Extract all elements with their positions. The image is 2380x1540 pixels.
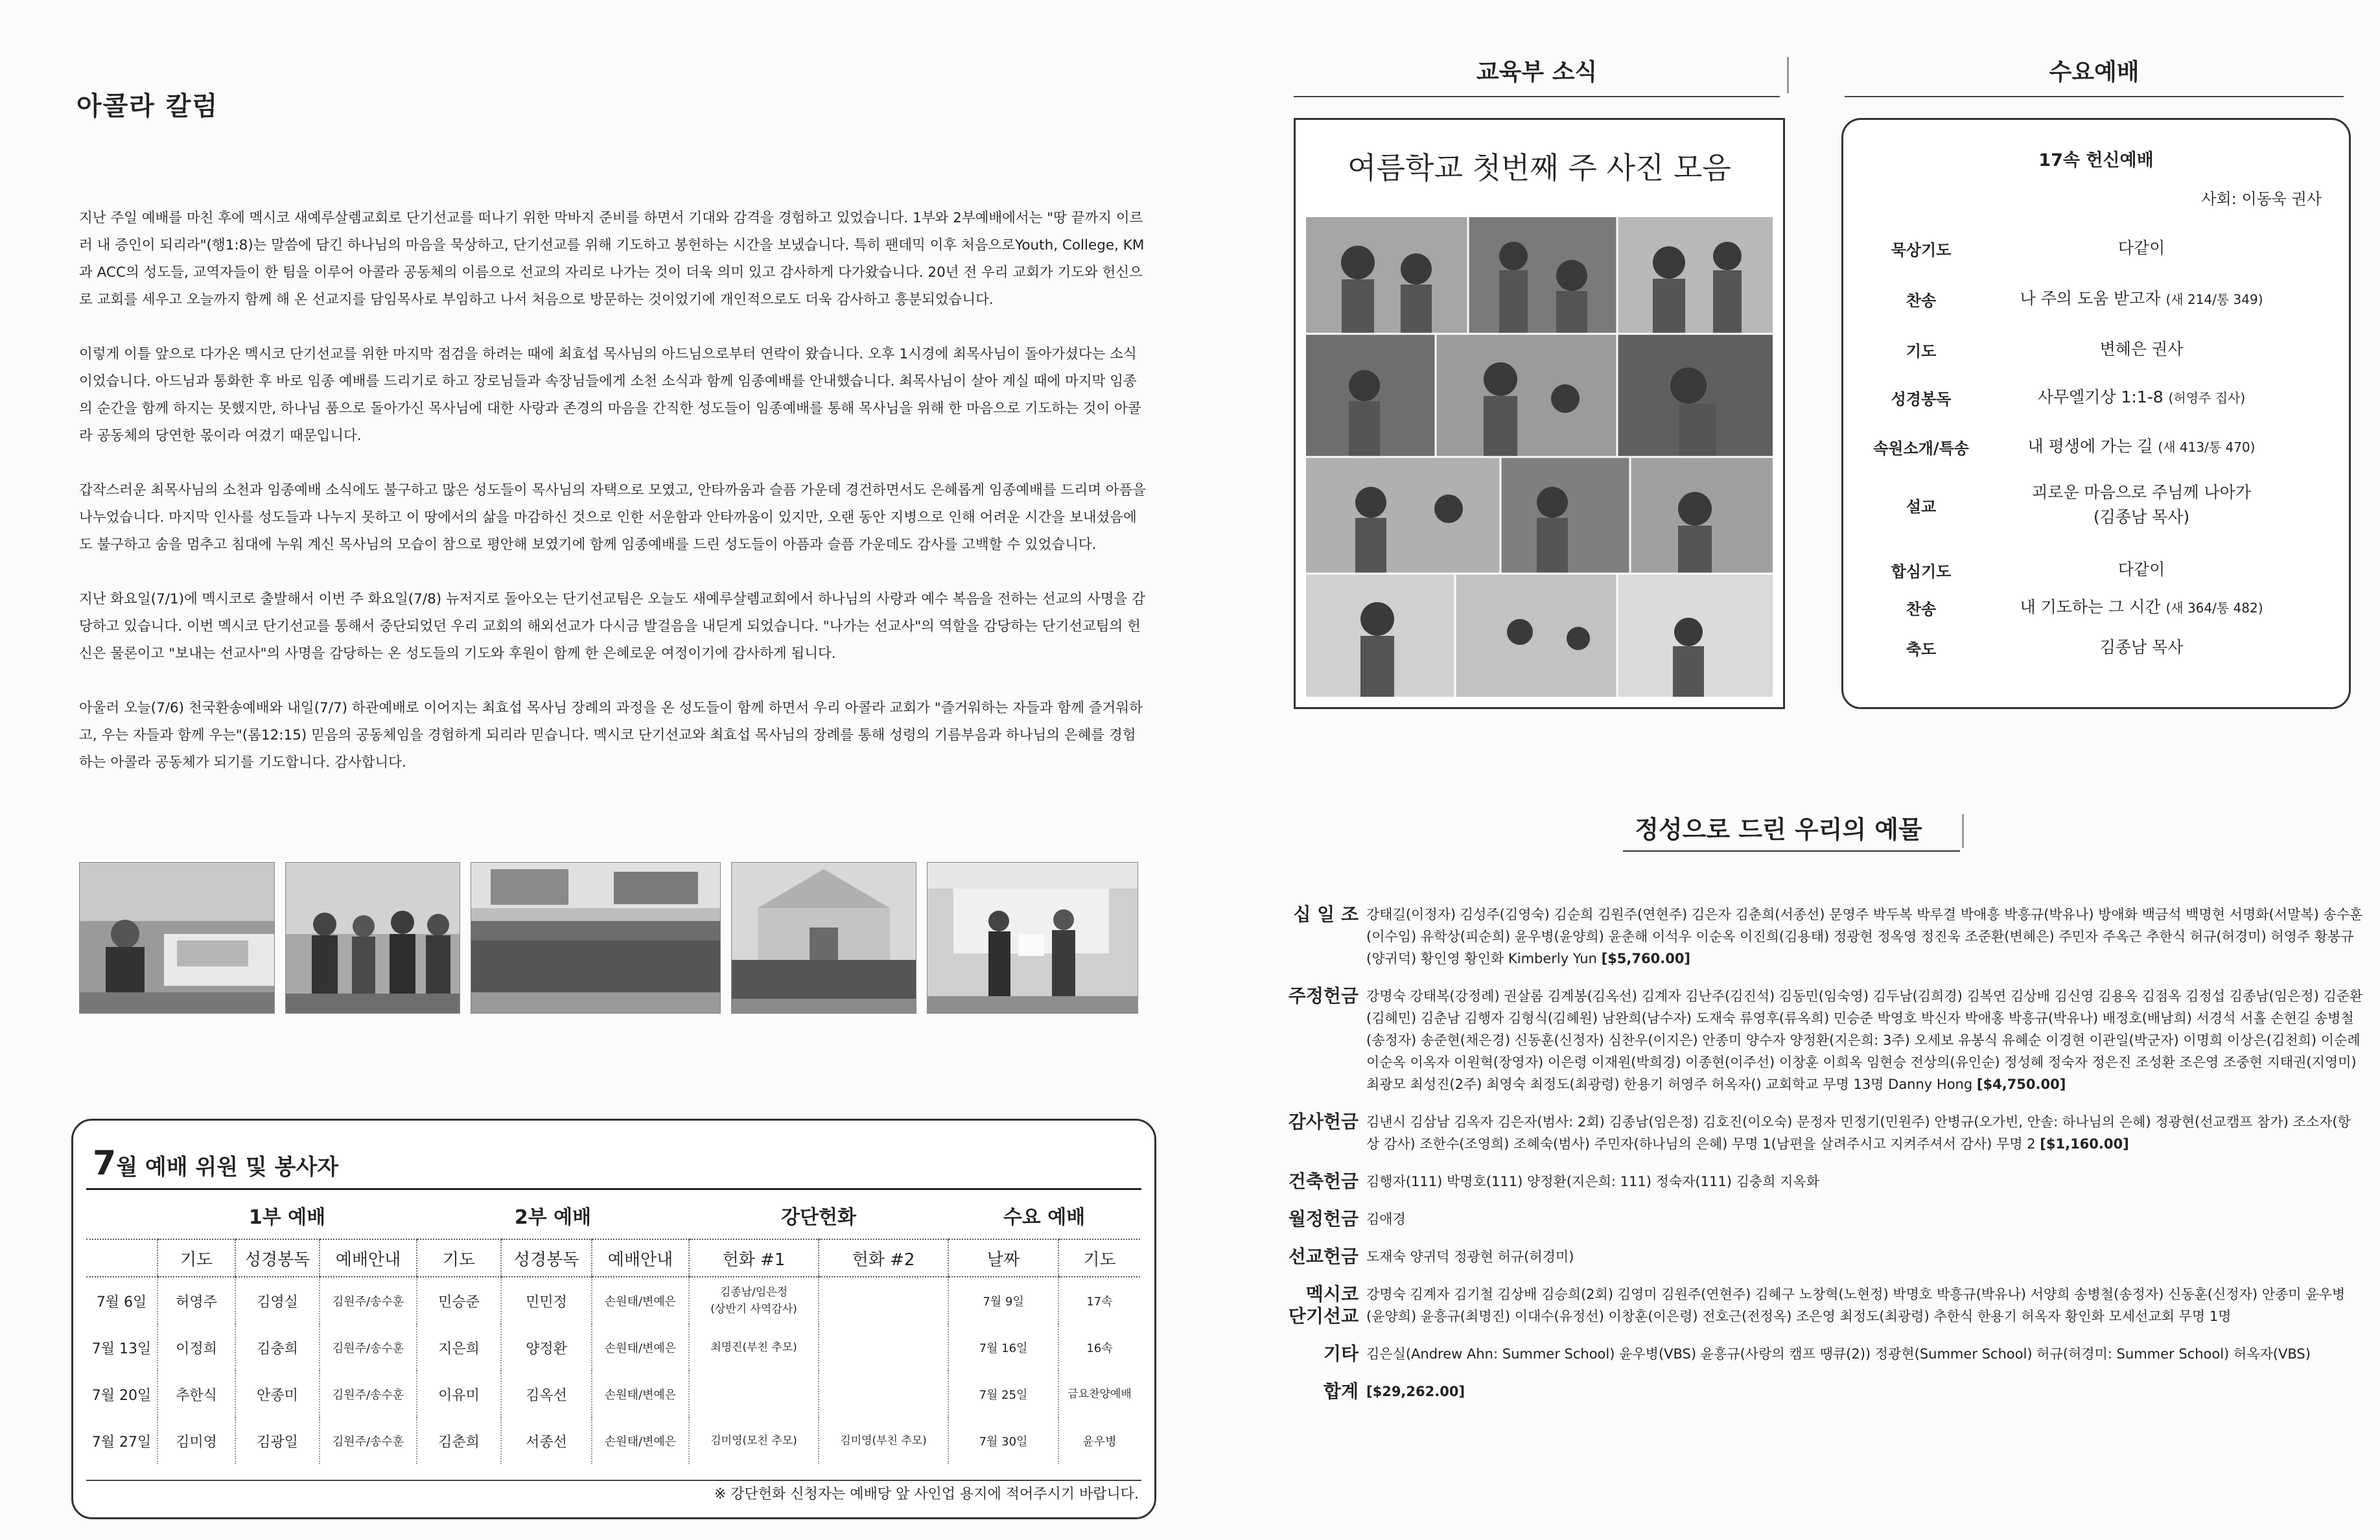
order-value (1973, 480, 2349, 530)
order-row (1843, 279, 2349, 318)
row-date: 7월 13일 (91, 1340, 152, 1357)
offering-category: 합계 (1323, 1381, 1359, 1402)
list-item (1287, 1283, 2363, 1327)
table-cell: 민승준 (417, 1277, 501, 1324)
table-cell: 16속 (1058, 1324, 1140, 1371)
offering-names (1366, 1171, 2363, 1193)
offering-category: 기타 (1323, 1343, 1359, 1364)
order-row (1843, 330, 2349, 369)
group-photo-outdoor (471, 862, 721, 1014)
order-label: 찬송 (1906, 600, 1937, 618)
mission-photo-row (79, 862, 1146, 1012)
order-value (1973, 236, 2349, 261)
header-rule (1845, 96, 2344, 97)
paragraph: 이렇게 이틀 앞으로 다가온 멕시코 단기선교를 위한 마지막 점검을 하려는 때에 최효섭 목사님의 아드님으로부터 연락이 왔습니다. 오후 1시경에 최목사님이 돌아가셨다는 소식이었습니다. 아드님과 통화한 후 바로 임종 예배를 드리기로 하고 장로님들과 속장님들에게 소천 소식과 함께 임종예배를 안내했습니다. 최목사님이 살아 계실 때에 마지막 임종의 순간을 함께 하지는 못했지만, 하나님 품으로 돌아가신 목사님에 대한 사랑과 존경의 마음을 간직한 성도들이 임종예배를 통해 목사님을 위해 한 마음으로 기도하는 것이 아콜라 공동체의 당연한 몫이라 여겼기 때문입니다. (79, 346, 1141, 444)
offering-category: 멕시코 단기선교 (1288, 1283, 1359, 1327)
table-row (86, 1371, 1140, 1418)
list-item (1287, 1381, 2363, 1403)
list-item (1287, 1343, 2363, 1365)
list-item (1287, 985, 2363, 1095)
order-value-text: 김종남 목사 (2099, 637, 2184, 657)
header-divider (1787, 57, 1789, 93)
table-cell: 7월 9일 (948, 1277, 1058, 1324)
list-item (1287, 1111, 2363, 1155)
paragraph: 지난 주일 예배를 마친 후에 멕시코 새예루살렘교회로 단기선교를 떠나기 위한 막바지 준비를 하면서 기대와 감격을 경험하고 있었습니다. 1부와 2부예배에서는 "땅 끝까지 이르러 내 증인이 되리라"(행1:8)는 말씀에 담긴 하나님의 마음을 묵상하고, 단기선교를 위해 기도하고 봉헌하는 시간을 보냈습니다. 특히 팬데믹 이후 처음으로Youth, College, KM과 ACC의 성도들, 교역자들이 한 팀을 이루어 아콜라 공동체의 이름으로 선교의 자리로 나가는 것이 더욱 의미 있고 감사하게 다가왔습니다. 20년 전 우리 교회가 기도와 헌신으로 교회를 세우고 오늘까지 함께 해 온 선교지를 담임목사로 부임하고 나서 처음으로 방문하는 것이었기에 개인적으로도 더욱 감사하고 흥분되었습니다. (79, 210, 1145, 308)
sub-header: 예배안내 (592, 1239, 689, 1277)
order-value (1973, 557, 2349, 583)
group-altar-flowers: 강단헌화 (781, 1206, 856, 1229)
offering-names-text: 강명숙 강태복(강정례) 권살롬 김계봉(김옥선) 김계자 김난주(김진석) 김동민(임숙영) 김두남(김희경) 김복연 김상배 김신영 김용옥 김점옥 김정섭 김종남(임은정) 김준환(김혜민) 김춘남 김행자 김형식(김혜원) 남완희(남수자) 도재숙 류영후(류옥희) 민승준 박영호 박신자 박애홍 박흥규(박유나) 배정호(배남희) 서경석 서홀 손현길 송병철(송정자) 송준현(채은경) 신동훈(신정자) 심찬우(이지은) 안종미 양수자 양정환(지은희: 3주) 오세보 유봉식 유혜순 이경현 이관일(박군자) 이명희 이상은(김천희) 이순례 이순옥 이옥자 이원혁(장영자) 이은령 이재원(박희경) 이종현(이주선) 이창훈 이희옥 임현승 전상의(유인순) 정성혜 정숙자 정은진 조성환 조은영 조중현 지태권(지영미) 최광모 최성진(2주) 최영숙 최정도(최광령) 한용기 허영주 허옥자() 교회학교 무명 13명 Danny Hong (1366, 988, 2363, 1092)
order-row (1843, 550, 2349, 589)
sub-header: 기도 (158, 1239, 235, 1277)
order-label: 속원소개/특송 (1873, 439, 1969, 458)
table-cell: 7월 30일 (948, 1418, 1058, 1464)
offering-category: 십 일 조 (1293, 904, 1359, 925)
offering-header-text: 정성으로 드린 우리의 예물 (1635, 815, 1922, 844)
offering-names-text: 강태길(이정자) 김성주(김영숙) 김순희 김원주(연현주) 김은자 김춘희(서종선) 문영주 박두복 박루결 박애흥 박흥규(박유나) 방애화 백금석 백명현 서명화(서말복) 송수훈(이수임) 유학상(피순희) 윤우병(윤양희) 윤춘해 이석우 이순옥 이진희(김용태) 정광현 정옥영 정진욱 조준환(변혜은) 주민자 주옥근 추한식 허규(허경미) 허영주 황봉규(양귀덕) 황인영 황인화 Kimberly Yun (1366, 907, 2363, 966)
table-row (86, 1277, 1140, 1324)
order-label: 찬송 (1906, 291, 1937, 310)
paragraph: 지난 화요일(7/1)에 멕시코로 출발해서 이번 주 화요일(7/8) 뉴저지로 돌아오는 단기선교팀은 오늘도 새예루살렘교회에서 하나님의 사랑과 예수 복음을 전하는 선교의 사명을 감당하고 있습니다. 이번 멕시코 단기선교를 통해서 중단되었던 우리 교회의 해외선교가 다시금 발걸음을 내딛게 되었습니다. "나가는 선교사"의 역할을 감당하는 단기선교팀의 헌신은 물론이고 "보내는 선교사"의 사명을 감당하는 온 성도들의 기도와 후원이 함께 한 은혜로운 여정이기에 감사하게 됩니다. (79, 591, 1145, 662)
list-item (1287, 1171, 2363, 1193)
church-building-photo (731, 862, 916, 1014)
wed-service-title: 17속 헌신예배 (2038, 150, 2154, 170)
table-cell: 김종남/임은정 (상반기 사역감사) (689, 1277, 819, 1324)
order-value-sub: (김종남 목사) (2093, 508, 2190, 526)
table-cell: 김영실 (235, 1277, 320, 1324)
order-value (1973, 595, 2349, 620)
schedule-note: ※ 강단헌화 신청자는 예배당 앞 사인업 용지에 적어주시기 바랍니다. (714, 1486, 1139, 1502)
group-service-1: 1부 예배 (248, 1206, 326, 1229)
table-cell: 김옥선 (501, 1371, 592, 1418)
table-cell: 김춘희 (417, 1418, 501, 1464)
certificate-presentation-photo (927, 862, 1138, 1014)
table-cell: 최명진(부친 추모) (689, 1324, 819, 1371)
offering-names (1366, 1208, 2363, 1230)
order-label: 기도 (1906, 342, 1937, 360)
order-value-sub: (새 364/통 482) (2165, 600, 2263, 616)
schedule-title-month: 7 (93, 1144, 117, 1183)
table-cell: 김원주/송수훈 (320, 1277, 417, 1324)
table-cell: 김미영(모친 추모) (689, 1418, 819, 1464)
offering-amount: [$5,760.00] (1601, 951, 1691, 966)
schedule-bottom-rule (86, 1480, 1141, 1481)
order-row (1843, 378, 2349, 417)
offering-names-text: 강명숙 김계자 김기철 김상배 김승희(2회) 김영미 김원주(연현주) 김혜구 노창혁(노현정) 박명호 박흥규(박유나) 서양희 송병철(송정자) 신동훈(신정자) 안종미 윤우병(윤양희) 윤흥규(최명진) 이대수(유정선) 이창훈(이은령) 전호근(전정옥) 조은영 최정도(최광령) 추한식 한용기 허옥자 황인화 모세선교회 무명 1명 (1366, 1287, 2346, 1324)
order-value (1973, 635, 2349, 660)
summer-school-photo-box (1294, 118, 1785, 709)
table-cell: 이유미 (417, 1371, 501, 1418)
offering-names (1366, 1246, 2363, 1268)
sub-header: 헌화 #2 (819, 1239, 948, 1277)
table-cell: 7월 16일 (948, 1324, 1058, 1371)
table-cell (819, 1277, 948, 1324)
offering-names (1366, 1111, 2363, 1155)
order-value-text: 나 주의 도움 받고자 (2020, 288, 2161, 308)
table-cell: 손원태/변예은 (592, 1277, 689, 1324)
table-cell: 안종미 (235, 1371, 320, 1418)
paragraph: 아울러 오늘(7/6) 천국환송예배와 내일(7/7) 하관예배로 이어지는 최효섭 목사님 장례의 과정을 온 성도들이 함께 하면서 우리 아콜라 교회가 "즐거워하는 자들과 함께 즐거워하고, 우는 자들과 함께 우는"(롬12:15) 믿음의 공동체임을 경험하게 되리라 믿습니다. 멕시코 단기선교와 최효섭 목사님의 장례를 통해 성령의 기름부음과 하나님의 은혜를 경험하는 아콜라 공동체가 되기를 기도합니다. 감사합니다. (79, 700, 1143, 771)
table-cell: 양정환 (501, 1324, 592, 1371)
order-value-text: 변혜은 권사 (2099, 339, 2184, 358)
column-body (79, 205, 1149, 804)
wed-header-text: 수요예배 (2049, 59, 2140, 86)
offering-section-header (1597, 810, 1960, 849)
order-value (1973, 385, 2349, 410)
order-value (1973, 286, 2349, 312)
offering-names (1366, 1343, 2363, 1365)
paragraph: 갑작스러운 최목사님의 소천과 임종예배 소식에도 불구하고 많은 성도들이 목사님의 자택으로 모였고, 안타까움과 슬픔 가운데 경건하면서도 은혜롭게 임종예배를 드리며 아픔을 나누었습니다. 마지막 인사를 성도들과 나누지 못하고 이 땅에서의 삶을 마감하신 것으로 인한 서운함과 안타까움이 있지만, 오랜 동안 지병으로 인해 어려운 시간을 보내셨음에도 불구하고 숨을 멈추고 침대에 누워 계신 목사님의 모습이 참으로 평안해 보였기에 함께 임종예배를 드린 성도들이 아픔과 슬픔 가운데도 감사를 고백할 수 있었습니다. (79, 482, 1146, 553)
wednesday-service-box (1841, 118, 2351, 709)
offering-category: 건축헌금 (1288, 1171, 1359, 1192)
table-cell: 17속 (1058, 1277, 1140, 1324)
sub-header: 기도 (1058, 1239, 1140, 1277)
list-item (1287, 904, 2363, 970)
offering-names-text: 김은실(Andrew Ahn: Summer School) 윤우병(VBS) 윤흥규(사랑의 캠프 땡큐(2)) 정광현(Summer School) 허규(허경미: Summer School) 허옥자(VBS) (1366, 1346, 2311, 1362)
table-cell: 김원주/송수훈 (320, 1324, 417, 1371)
row-date: 7월 27일 (91, 1434, 152, 1451)
order-value-sub: (새 214/통 349) (2165, 291, 2263, 307)
offering-names-text: 김낸시 김삼남 김옥자 김은자(범사: 2회) 김종남(임은정) 김호진(이오숙) 문정자 민정기(민원주) 안병규(오가빈, 안솔: 하나님의 은혜) 정광현(선교캠프 참가) 조소자(항상 감사) 조한수(조영희) 조혜숙(범사) 주민자(하나님의 은혜) 무명 1(남편을 살려주시고 지켜주셔서 감사) 무명 2 (1366, 1114, 2351, 1152)
table-cell: 금요찬양예배 (1058, 1371, 1140, 1418)
table-cell: 김광일 (235, 1418, 320, 1464)
table-cell: 손원태/변예은 (592, 1418, 689, 1464)
table-cell: 김미영 (158, 1418, 235, 1464)
schedule-title-rule (86, 1188, 1141, 1190)
monthly-schedule-box (71, 1119, 1156, 1519)
offering-category: 월정헌금 (1288, 1208, 1359, 1230)
table-cell: 손원태/변예은 (592, 1371, 689, 1418)
order-value-text: 다같이 (2118, 559, 2165, 579)
offering-names (1366, 904, 2363, 970)
header-rule (1294, 96, 1780, 97)
edu-section-header (1294, 52, 1780, 93)
order-value-text: 내 평생에 가는 길 (2027, 436, 2153, 456)
table-cell: 이정희 (158, 1324, 235, 1371)
order-value-text: 사무엘기상 1:1-8 (2037, 387, 2164, 406)
row-date: 7월 20일 (91, 1387, 152, 1404)
order-label: 합심기도 (1891, 562, 1952, 581)
wed-section-header (1845, 52, 2344, 93)
sub-header: 날짜 (948, 1239, 1058, 1277)
order-label: 성경봉독 (1891, 390, 1952, 408)
offering-list (1287, 904, 2363, 1418)
offering-names (1366, 1381, 2363, 1403)
order-row (1843, 588, 2349, 627)
list-item (1287, 1208, 2363, 1230)
order-value-text: 내 기도하는 그 시간 (2020, 597, 2161, 616)
sub-header: 예배안내 (320, 1239, 417, 1277)
offering-category: 주정헌금 (1288, 985, 1359, 1007)
order-value-sub: (새 413/통 470) (2158, 439, 2256, 455)
order-value-text: 괴로운 마음으로 주님께 나아가 (2032, 483, 2251, 502)
offering-names (1366, 1283, 2363, 1327)
prayer-meeting-photo (285, 862, 460, 1014)
offering-category: 감사헌금 (1288, 1111, 1359, 1132)
header-divider (1962, 814, 1964, 848)
column-title: 아콜라 칼럼 (76, 91, 219, 121)
table-cell: 김미영(부친 추모) (819, 1418, 948, 1464)
offering-category: 선교헌금 (1288, 1246, 1359, 1267)
list-item (1287, 1246, 2363, 1268)
table-row (86, 1418, 1140, 1464)
memorial-service-photo (79, 862, 275, 1014)
summer-school-collage (1306, 217, 1773, 697)
sub-header: 성경봉독 (235, 1239, 320, 1277)
table-cell (819, 1371, 948, 1418)
order-row (1843, 478, 2349, 532)
order-row (1843, 628, 2349, 667)
table-cell: 민민정 (501, 1277, 592, 1324)
schedule-title-text: 월 예배 위원 및 봉사자 (116, 1154, 339, 1180)
offering-amount: [$29,262.00] (1366, 1384, 1465, 1399)
order-value (1973, 337, 2349, 362)
order-value-text: 다같이 (2118, 238, 2165, 257)
offering-amount: [$1,160.00] (2040, 1136, 2129, 1152)
order-label: 설교 (1906, 497, 1937, 516)
table-cell: 김원주/송수훈 (320, 1418, 417, 1464)
table-cell: 서종선 (501, 1418, 592, 1464)
table-cell: 지은희 (417, 1324, 501, 1371)
table-cell: 허영주 (158, 1277, 235, 1324)
right-page (1190, 0, 2380, 1540)
table-cell: 김충희 (235, 1324, 320, 1371)
edu-header-text: 교육부 소식 (1476, 59, 1598, 86)
sub-header: 성경봉독 (501, 1239, 592, 1277)
header-rule (1623, 850, 1960, 852)
table-row (86, 1324, 1140, 1371)
order-row (1843, 229, 2349, 268)
group-wednesday-service: 수요 예배 (1003, 1206, 1086, 1229)
table-cell: 윤우병 (1058, 1418, 1140, 1464)
table-cell: 7월 25일 (948, 1371, 1058, 1418)
order-label: 축도 (1906, 640, 1937, 659)
group-service-2: 2부 예배 (514, 1206, 592, 1229)
order-row (1843, 427, 2349, 466)
offering-names-text: 도재숙 양귀덕 정광현 허규(허경미) (1366, 1249, 1574, 1265)
schedule-table (86, 1192, 1140, 1464)
row-date: 7월 6일 (96, 1294, 147, 1311)
table-cell: 추한식 (158, 1371, 235, 1418)
offering-amount: [$4,750.00] (1976, 1077, 2066, 1092)
sub-header: 헌화 #1 (689, 1239, 819, 1277)
table-cell: 김원주/송수훈 (320, 1371, 417, 1418)
sub-header: 기도 (417, 1239, 501, 1277)
wed-service-leader: 사회: 이동욱 권사 (2201, 190, 2322, 208)
schedule-sub-header (86, 1239, 1140, 1277)
schedule-title (93, 1144, 338, 1183)
offering-names-text: 김애경 (1366, 1211, 1406, 1227)
summer-school-title: 여름학교 첫번째 주 사진 모음 (1348, 150, 1731, 185)
offering-names-text: 김행자(111) 박명호(111) 양정환(지은희: 111) 정숙자(111) 김충희 지옥화 (1366, 1174, 1820, 1189)
order-label: 묵상기도 (1891, 240, 1952, 259)
order-value (1973, 434, 2349, 460)
schedule-group-header (86, 1192, 1140, 1239)
offering-names (1366, 985, 2363, 1095)
order-value-sub: (허영주 집사) (2168, 390, 2246, 406)
table-cell (819, 1324, 948, 1371)
table-cell: 손원태/변예은 (592, 1324, 689, 1371)
table-cell (689, 1371, 819, 1418)
